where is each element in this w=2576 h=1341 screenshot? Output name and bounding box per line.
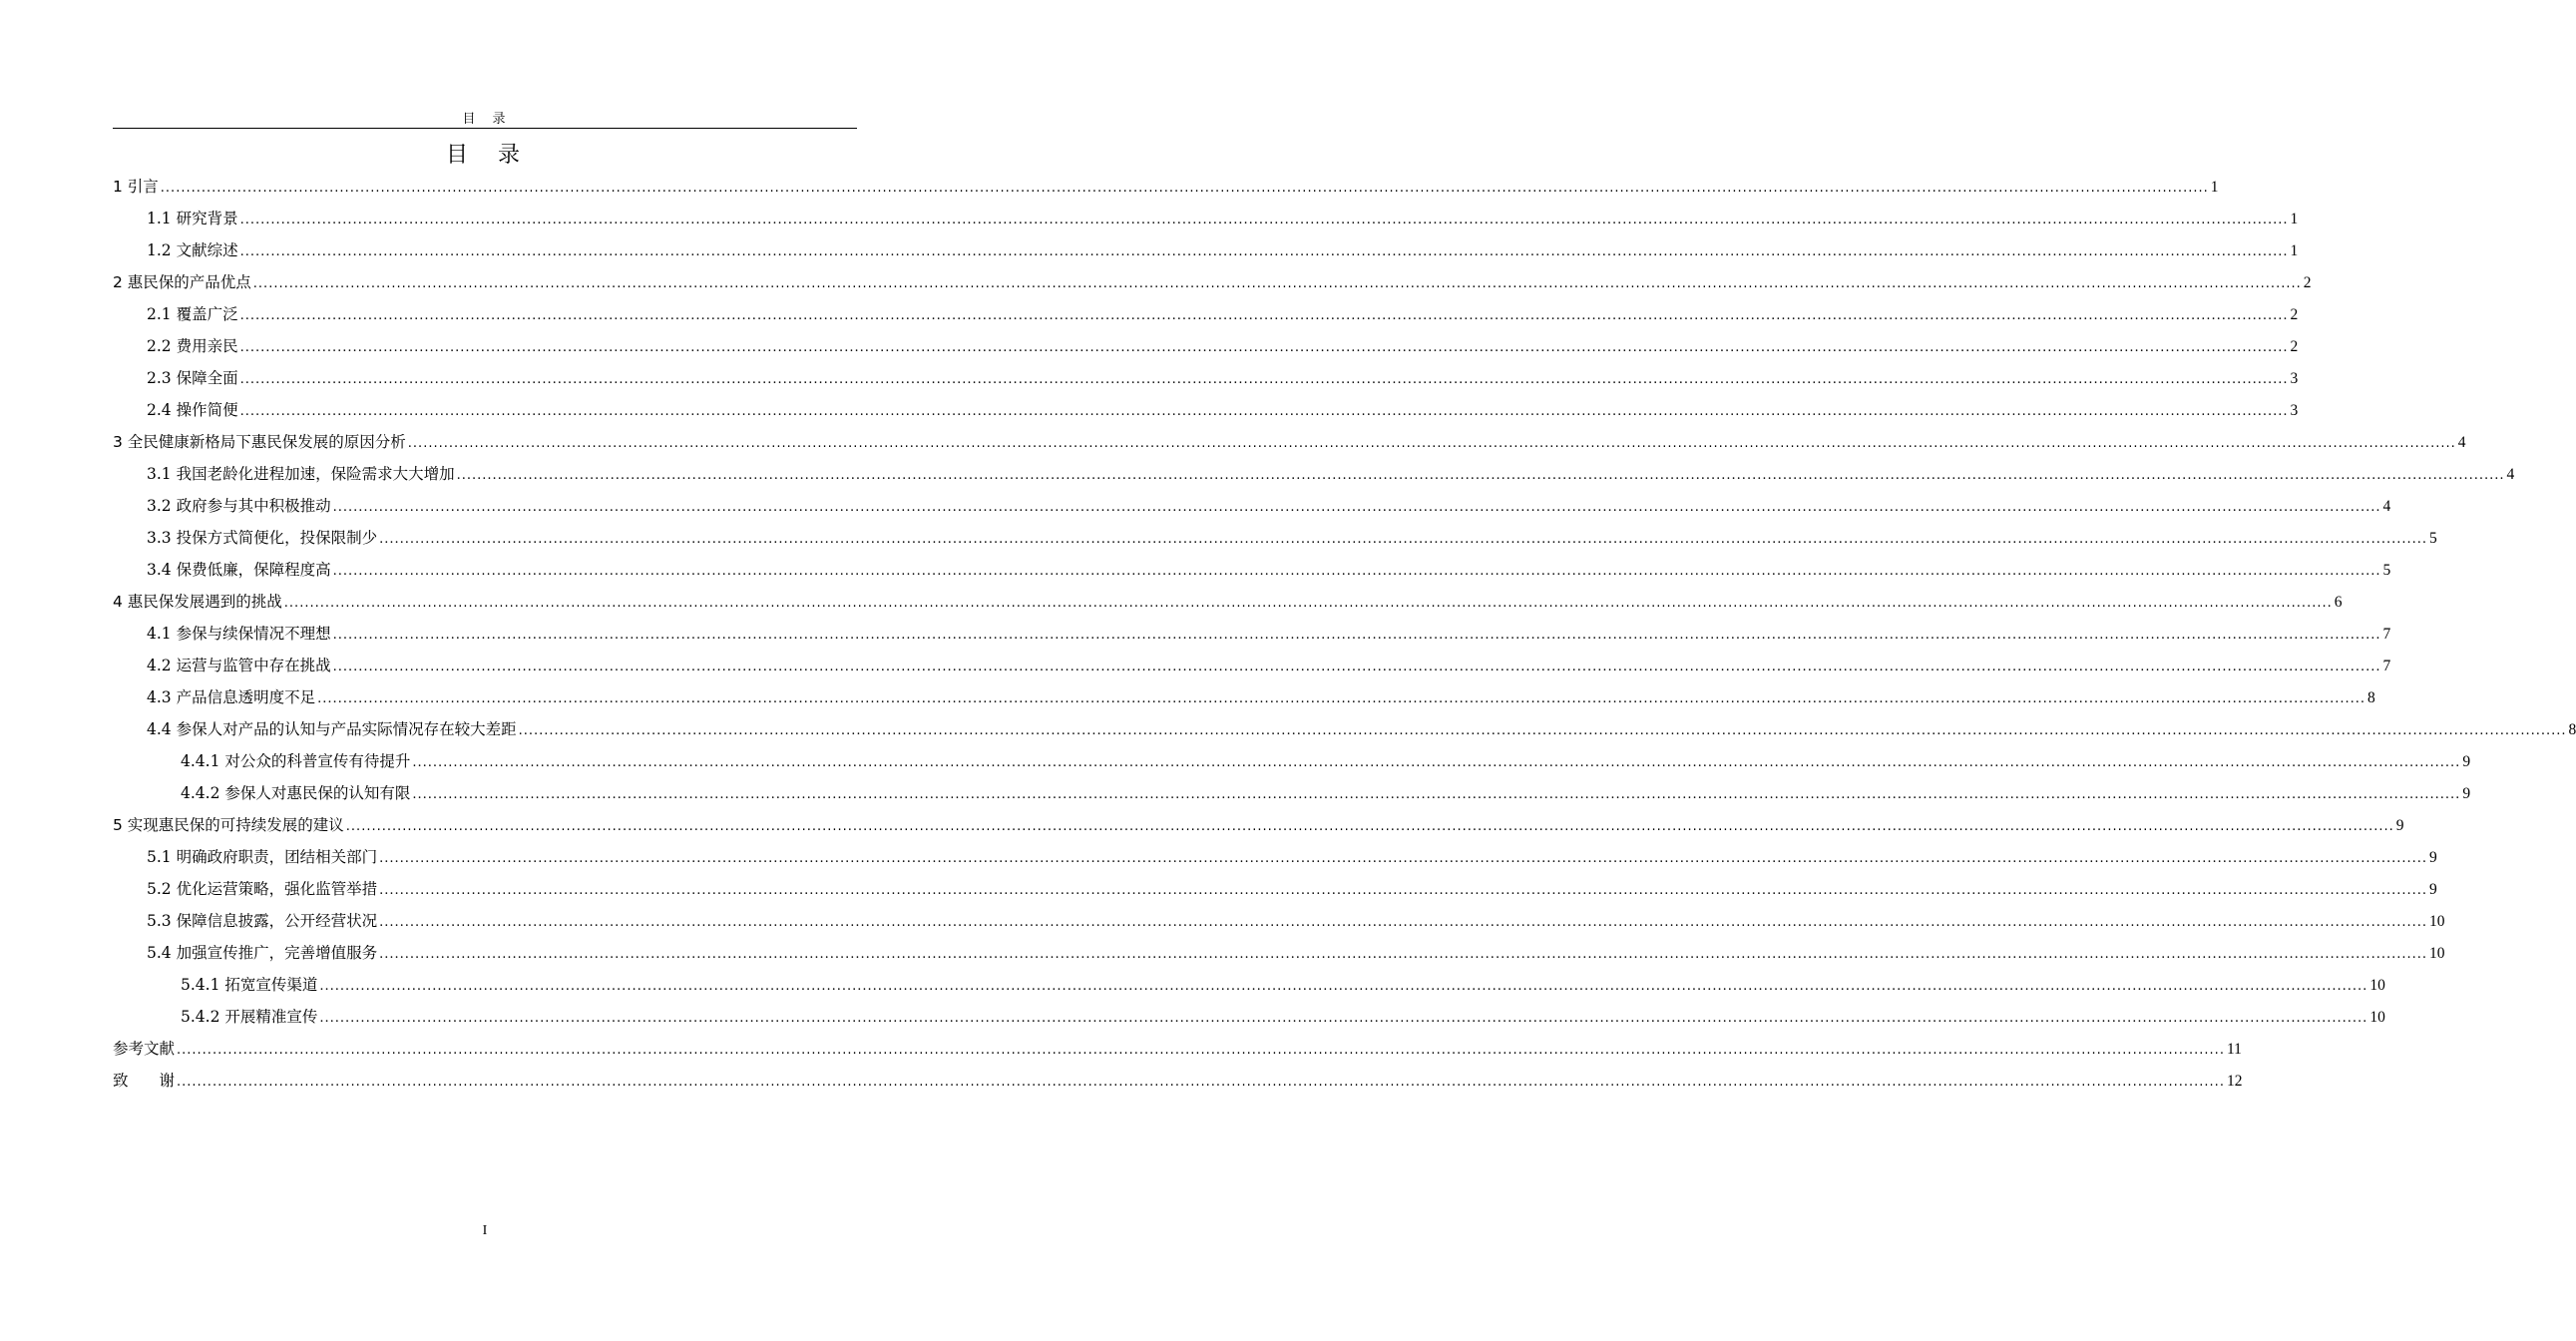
toc-entry-page: 3 (2290, 402, 2299, 419)
toc-entry-page: 5 (2382, 562, 2391, 579)
toc-entry-page: 2 (2290, 306, 2299, 323)
toc-entry-page: 8 (2568, 721, 2576, 738)
toc-entry-title: 5.4.1 拓宽宣传渠道 (181, 976, 318, 994)
toc-entry[interactable] (113, 203, 2299, 234)
toc-leader-dots: ................................................................................................................................................................................................................................................................................................................................................................................................................ (412, 755, 2461, 770)
toc-entry-title: 4.4.2 参保人对惠民保的认知有限 (181, 784, 411, 802)
toc-entry[interactable] (113, 458, 2515, 490)
toc-entry-page: 7 (2382, 658, 2391, 674)
toc-entry-page: 12 (2226, 1073, 2243, 1090)
toc-entry-title: 1.2 文献综述 (147, 241, 238, 259)
toc-entry[interactable] (113, 426, 2466, 458)
toc-leader-dots: ................................................................................................................................................................................................................................................................................................................................................................................................................ (283, 596, 2333, 611)
toc-entry[interactable] (113, 234, 2299, 266)
toc-leader-dots: ................................................................................................................................................................................................................................................................................................................................................................................................................ (345, 819, 2394, 834)
toc-entry-title: 1 引言 (113, 178, 159, 196)
toc-entry[interactable] (113, 905, 2445, 937)
toc-entry[interactable] (113, 266, 2312, 298)
toc-entry-title: 3.2 政府参与其中积极推动 (147, 497, 331, 515)
page-title: 目 录 (445, 143, 524, 168)
toc-entry[interactable] (113, 171, 2219, 203)
toc-leader-dots: ................................................................................................................................................................................................................................................................................................................................................................................................................ (319, 1011, 2368, 1026)
toc-entry[interactable] (113, 394, 2299, 426)
toc-entry[interactable] (113, 841, 2437, 873)
toc-entry-title: 4.4.1 对公众的科普宣传有待提升 (181, 752, 411, 770)
toc-leader-dots: ................................................................................................................................................................................................................................................................................................................................................................................................................ (239, 244, 2289, 259)
toc-entry[interactable] (113, 1001, 2385, 1033)
toc-entry-title: 5.4.2 开展精准宣传 (181, 1008, 318, 1026)
toc-entry[interactable] (113, 330, 2299, 362)
toc-entry[interactable] (113, 1065, 2243, 1097)
toc-entry-page: 10 (2369, 1009, 2385, 1026)
toc-entry-page: 9 (2462, 753, 2471, 770)
toc-entry[interactable] (113, 586, 2343, 618)
toc-entry-page: 8 (2367, 689, 2375, 706)
toc-leader-dots: ................................................................................................................................................................................................................................................................................................................................................................................................................ (379, 915, 2428, 930)
toc-leader-dots: ................................................................................................................................................................................................................................................................................................................................................................................................................ (518, 723, 2567, 738)
toc-entry-title: 2.4 操作简便 (147, 401, 238, 419)
toc-entry-page: 10 (2429, 945, 2445, 962)
toc-entry-title: 2.3 保障全面 (147, 369, 238, 387)
toc-entry[interactable] (113, 809, 2404, 841)
toc-leader-dots: ................................................................................................................................................................................................................................................................................................................................................................................................................ (160, 181, 2209, 196)
toc-leader-dots: ................................................................................................................................................................................................................................................................................................................................................................................................................ (379, 851, 2428, 866)
toc-entry-page: 9 (2395, 817, 2404, 834)
toc-entry-title: 5.4 加强宣传推广，完善增值服务 (147, 944, 378, 962)
toc-entry-page: 10 (2429, 913, 2445, 930)
toc-entry-page: 4 (2382, 498, 2391, 515)
toc-entry[interactable] (113, 554, 2391, 586)
toc-entry[interactable] (113, 681, 2375, 713)
toc-leader-dots: ................................................................................................................................................................................................................................................................................................................................................................................................................ (177, 1043, 2225, 1058)
toc-entry[interactable] (113, 490, 2391, 522)
toc-entry[interactable] (113, 745, 2471, 777)
toc-entry-page: 1 (2210, 179, 2219, 196)
toc-entry[interactable] (113, 1033, 2242, 1065)
toc-entry-title: 3.1 我国老龄化进程加速，保险需求大大增加 (147, 465, 455, 483)
toc-entry-page: 7 (2382, 626, 2391, 643)
toc-entry-title: 3 全民健康新格局下惠民保发展的原因分析 (113, 433, 406, 451)
toc-leader-dots: ................................................................................................................................................................................................................................................................................................................................................................................................................ (332, 564, 2381, 579)
running-header: 目 录 (462, 112, 508, 127)
toc-entry-page: 9 (2462, 785, 2471, 802)
toc-entry-title: 4.4 参保人对产品的认知与产品实际情况存在较大差距 (147, 720, 517, 738)
toc-entry-title: 3.3 投保方式简便化，投保限制少 (147, 529, 378, 547)
table-of-contents (113, 171, 2576, 1097)
toc-entry-title: 5 实现惠民保的可持续发展的建议 (113, 816, 344, 834)
toc-entry-page: 2 (2303, 274, 2312, 291)
toc-entry[interactable] (113, 777, 2471, 809)
toc-entry[interactable] (113, 937, 2445, 969)
toc-entry-page: 4 (2506, 466, 2515, 483)
toc-leader-dots: ................................................................................................................................................................................................................................................................................................................................................................................................................ (239, 340, 2289, 355)
toc-entry[interactable] (113, 713, 2576, 745)
toc-entry[interactable] (113, 618, 2391, 650)
toc-entry-page: 9 (2429, 849, 2437, 866)
toc-entry-title: 5.1 明确政府职责，团结相关部门 (147, 848, 378, 866)
toc-entry-page: 4 (2457, 434, 2466, 451)
toc-leader-dots: ................................................................................................................................................................................................................................................................................................................................................................................................................ (456, 468, 2505, 483)
toc-entry-title: 1.1 研究背景 (147, 210, 238, 227)
toc-entry-page: 10 (2369, 977, 2385, 994)
toc-leader-dots: ................................................................................................................................................................................................................................................................................................................................................................................................................ (319, 979, 2368, 994)
toc-leader-dots: ................................................................................................................................................................................................................................................................................................................................................................................................................ (177, 1075, 2225, 1090)
toc-leader-dots: ................................................................................................................................................................................................................................................................................................................................................................................................................ (239, 404, 2289, 419)
toc-entry-page: 9 (2429, 881, 2437, 898)
toc-leader-dots: ................................................................................................................................................................................................................................................................................................................................................................................................................ (379, 947, 2428, 962)
toc-entry-page: 1 (2290, 242, 2299, 259)
toc-leader-dots: ................................................................................................................................................................................................................................................................................................................................................................................................................ (239, 213, 2289, 227)
toc-entry-page: 1 (2290, 211, 2299, 227)
header-rule (113, 128, 857, 129)
toc-entry[interactable] (113, 362, 2299, 394)
toc-entry-title: 4.2 运营与监管中存在挑战 (147, 657, 331, 674)
toc-entry-title: 2.1 覆盖广泛 (147, 305, 238, 323)
toc-entry-title: 4.3 产品信息透明度不足 (147, 688, 316, 706)
toc-leader-dots: ................................................................................................................................................................................................................................................................................................................................................................................................................ (332, 500, 2381, 515)
toc-entry-page: 6 (2334, 594, 2343, 611)
toc-entry[interactable] (113, 969, 2385, 1001)
toc-entry-title: 4.1 参保与续保情况不理想 (147, 625, 331, 643)
toc-entry-page: 2 (2290, 338, 2299, 355)
toc-entry-page: 5 (2429, 530, 2437, 547)
toc-entry-title: 参考文献 (113, 1040, 176, 1058)
toc-entry-title: 2.2 费用亲民 (147, 337, 238, 355)
toc-entry-page: 11 (2226, 1041, 2242, 1058)
toc-entry-page: 3 (2290, 370, 2299, 387)
toc-entry-title: 4 惠民保发展遇到的挑战 (113, 593, 282, 611)
toc-entry-title: 致 谢 (113, 1072, 176, 1090)
toc-leader-dots: ................................................................................................................................................................................................................................................................................................................................................................................................................ (379, 532, 2428, 547)
toc-leader-dots: ................................................................................................................................................................................................................................................................................................................................................................................................................ (379, 883, 2428, 898)
toc-leader-dots: ................................................................................................................................................................................................................................................................................................................................................................................................................ (332, 660, 2381, 674)
toc-leader-dots: ................................................................................................................................................................................................................................................................................................................................................................................................................ (239, 308, 2289, 323)
toc-leader-dots: ................................................................................................................................................................................................................................................................................................................................................................................................................ (332, 628, 2381, 643)
toc-entry-title: 3.4 保费低廉，保障程度高 (147, 561, 331, 579)
toc-entry[interactable] (113, 522, 2437, 554)
toc-entry[interactable] (113, 298, 2299, 330)
toc-entry-title: 5.2 优化运营策略，强化监管举措 (147, 880, 378, 898)
toc-leader-dots: ................................................................................................................................................................................................................................................................................................................................................................................................................ (407, 436, 2456, 451)
toc-entry-title: 2 惠民保的产品优点 (113, 273, 251, 291)
toc-entry[interactable] (113, 650, 2391, 681)
toc-leader-dots: ................................................................................................................................................................................................................................................................................................................................................................................................................ (252, 276, 2302, 291)
toc-leader-dots: ................................................................................................................................................................................................................................................................................................................................................................................................................ (239, 372, 2289, 387)
toc-entry-title: 5.3 保障信息披露，公开经营状况 (147, 912, 378, 930)
page-number: I (482, 1223, 488, 1238)
toc-leader-dots: ................................................................................................................................................................................................................................................................................................................................................................................................................ (317, 691, 2366, 706)
toc-entry[interactable] (113, 873, 2437, 905)
toc-leader-dots: ................................................................................................................................................................................................................................................................................................................................................................................................................ (412, 787, 2461, 802)
